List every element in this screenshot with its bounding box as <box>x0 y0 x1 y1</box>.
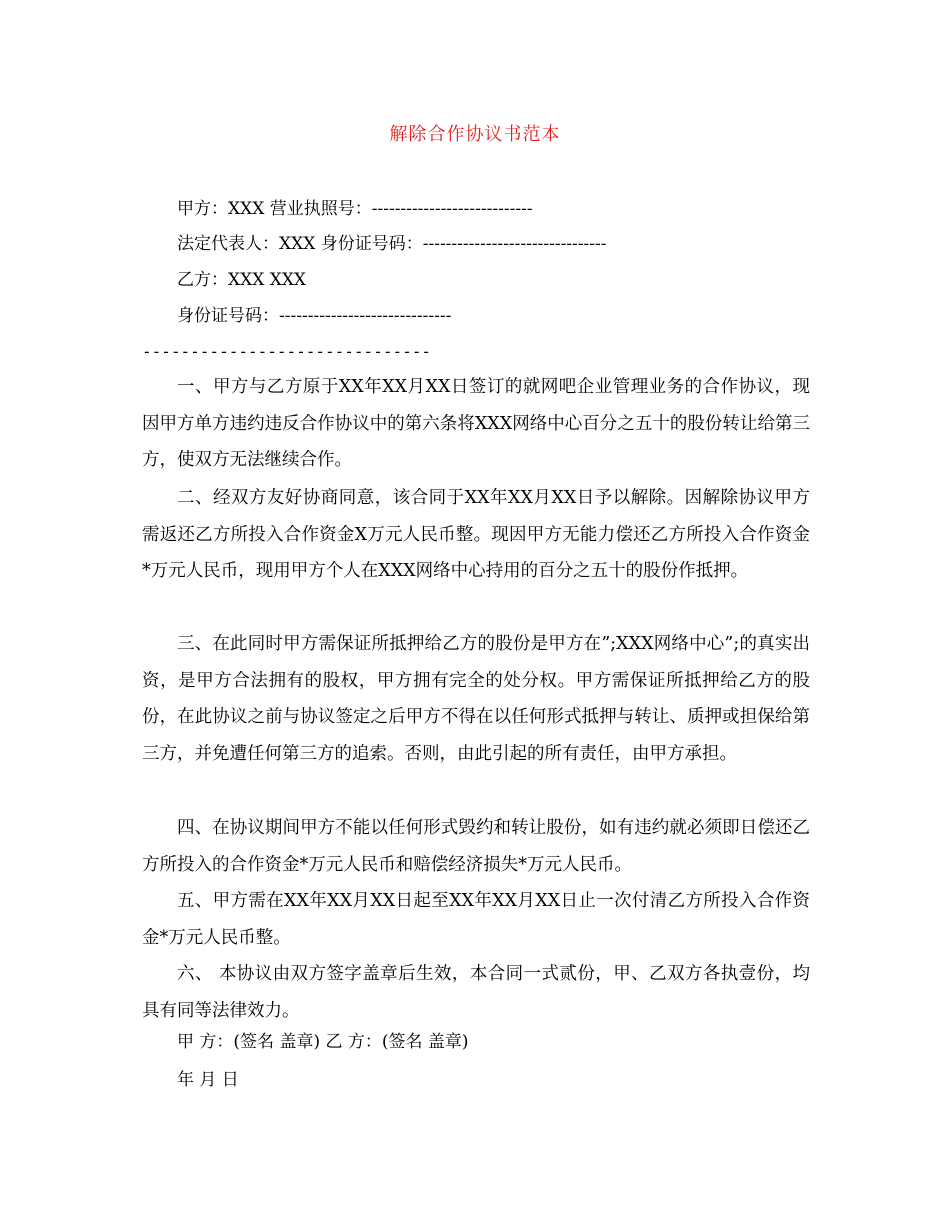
date-line: 年 月 日 <box>177 1070 239 1090</box>
clause-3: 三、在此同时甲方需保证所抵押给乙方的股份是甲方在”;XXX网络中心”;的真实出资，是甲方合法拥有的股权，甲方拥有完全的处分权。甲方需保证所抵押给乙方的股份，在此协议之前与协议签定之后甲方不得在以任何形式抵押与转让、质押或担保给第三方，并免遭任何第三方的追索。否则，由此引起的所有责任，由甲方承担。 <box>142 634 810 764</box>
clause-2: 二、经双方友好协商同意，该合同于XX年XX月XX日予以解除。因解除协议甲方需返还乙方所投入合作资金X万元人民币整。现因甲方无能力偿还乙方所投入合作资金*万元人民币，现用甲方个人在XXX网络中心持用的百分之五十的股份作抵押。 <box>142 488 810 581</box>
clause-1: 一、甲方与乙方原于XX年XX月XX日签订的就网吧企业管理业务的合作协议，现因甲方单方违约违反合作协议中的第六条将XXX网络中心百分之五十的股份转让给第三方，使双方无法继续合作。 <box>142 377 810 470</box>
signature-line: 甲 方：(签名 盖章) 乙 方：(签名 盖章) <box>177 1032 469 1052</box>
clause-5: 五、甲方需在XX年XX月XX日起至XX年XX月XX日止一次付清乙方所投入合作资金*万元人民币整。 <box>142 891 810 948</box>
id-number-continuation: ------------------------------ <box>142 342 431 361</box>
clause-6: 六、 本协议由双方签字盖章后生效，本合同一式贰份，甲、乙双方各执壹份，均具有同等法律效力。 <box>142 964 810 1021</box>
clause-4: 四、在协议期间甲方不能以任何形式毁约和转让股份，如有违约就必须即日偿还乙方所投入的合作资金*万元人民币和赔偿经济损失*万元人民币。 <box>142 818 810 875</box>
party-b-line: 乙方：XXX XXX <box>177 270 307 290</box>
document-title: 解除合作协议书范本 <box>389 124 561 145</box>
legal-representative-line: 法定代表人：XXX 身份证号码：-------------------------------- <box>177 234 607 254</box>
party-a-line: 甲方：XXX 营业执照号：---------------------------- <box>177 199 533 219</box>
id-number-line: 身份证号码：------------------------------ <box>177 306 452 326</box>
